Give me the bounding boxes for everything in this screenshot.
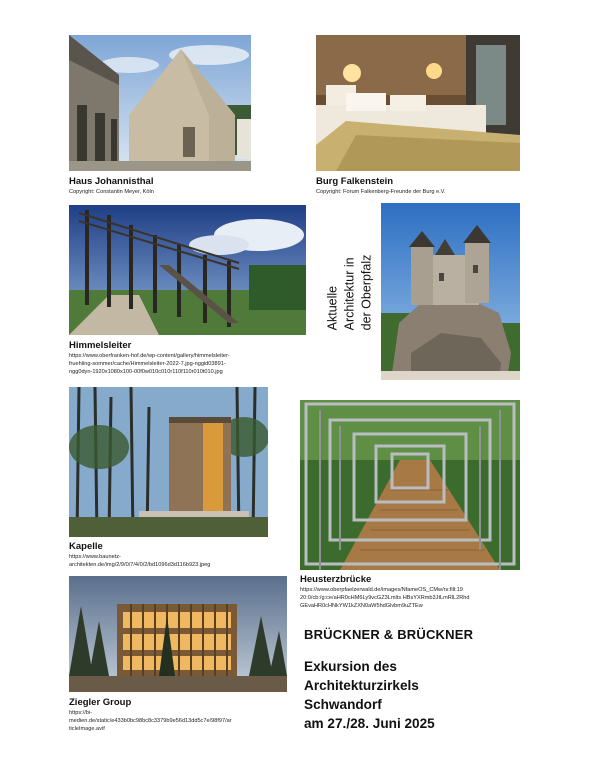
himmelsleiter-title: Himmelsleiter	[69, 340, 132, 351]
castle-photo	[381, 203, 520, 380]
side-title-line: der Oberpfalz	[359, 254, 374, 330]
kapelle-photo	[69, 387, 268, 537]
haus-johannisthal-credit: Copyright: Constantin Meyer, Köln	[69, 189, 154, 195]
heusterzbruecke-url-line: 20:0/cb:/g:ce/aHR0cHM6Ly9vcGZ3Lmlts HBsYXRmb3JtLmRlL2Rhd	[300, 594, 470, 601]
kapelle-url-line: https://www.baunetz-	[69, 554, 121, 560]
brand-heading: BRÜCKNER & BRÜCKNER	[304, 627, 474, 642]
haus-johannisthal-title: Haus Johannisthal	[69, 176, 154, 187]
haus-johannisthal-photo	[69, 35, 251, 171]
heusterzbruecke-title: Heusterzbrücke	[300, 574, 372, 585]
himmelsleiter-url-line: ngg0dyn-1920x1080x100-00f0w010c010r110f110r010t010.jpg	[69, 368, 223, 375]
heusterzbruecke-url-line: GEvaHR0cHNkYW1kZXN0aW5hdGlvbm9uZTEw	[300, 602, 423, 609]
himmelsleiter-photo	[69, 205, 306, 335]
ziegler-group-url-line: ticleImage.avif	[69, 725, 105, 732]
ziegler-group-url	[69, 710, 232, 733]
heusterzbruecke-url-line: https://www.oberpfaelzerwald.de/images/NfameOS_CMw/rs:fill:19	[300, 587, 463, 593]
side-title	[320, 222, 380, 362]
heusterzbruecke-url	[300, 587, 470, 610]
burg-falkenstein-photo	[316, 35, 520, 171]
ziegler-group-photo	[69, 576, 287, 692]
event-heading	[304, 657, 435, 733]
burg-falkenstein-title: Burg Falkenstein	[316, 176, 394, 187]
himmelsleiter-url-line: https://www.oberfranken-hof.de/wp-content/gallery/himmelsleiter-	[69, 353, 230, 359]
ziegler-group-title: Ziegler Group	[69, 697, 132, 708]
kapelle-title: Kapelle	[69, 541, 103, 552]
kapelle-url	[69, 554, 210, 570]
heusterzbruecke-photo	[300, 400, 520, 570]
ziegler-group-url-line: https://bi-	[69, 710, 93, 716]
side-title-line: Aktuelle	[325, 285, 340, 330]
burg-falkenstein-credit: Copyright: Forum Falkenberg-Freunde der Burg e.V.	[316, 189, 446, 195]
event-line: Exkursion des	[304, 659, 397, 674]
event-line: am 27./28. Juni 2025	[304, 716, 435, 731]
side-title-line: Architektur in	[342, 256, 357, 330]
ziegler-group-url-line: medien.de/static/e433b0bc98bc8c3379b9e56d13dd5c7e/98f97/ar	[69, 717, 232, 724]
kapelle-url-line: architekten.de/img/2/9/0/7/4/0/2/bd1096d3d116b923.jpeg	[69, 561, 211, 568]
event-line: Architekturzirkels	[304, 678, 419, 693]
himmelsleiter-url-line: fruehling-sommer/cache/Himmelsleiter-2022-7.jpg-nggid03891-	[69, 360, 226, 367]
event-line: Schwandorf	[304, 697, 382, 712]
himmelsleiter-url	[69, 353, 230, 376]
